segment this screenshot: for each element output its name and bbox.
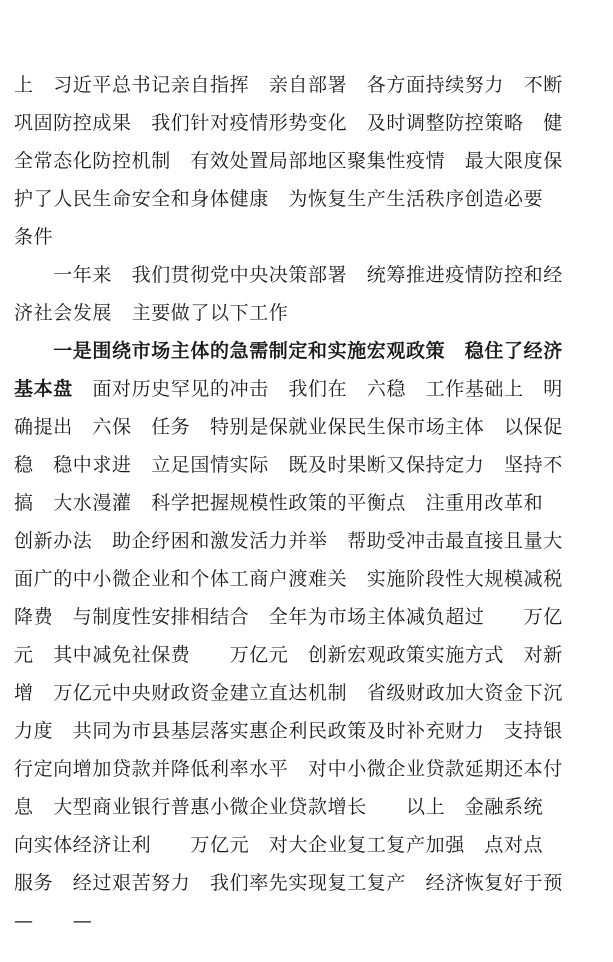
text-line: 息 大型商业银行普惠小微企业贷款增长 以上 金融系统 xyxy=(14,796,544,818)
text-line: 面广的中小微企业和个体工商户渡难关 实施阶段性大规模减税 xyxy=(14,568,563,590)
text-line: 一年来 我们贯彻党中央决策部署 统筹推进疫情防控和经 xyxy=(14,264,563,286)
text-line: 全常态化防控机制 有效处置局部地区聚集性疫情 最大限度保 xyxy=(14,150,563,172)
text-line: 条件 xyxy=(14,226,54,248)
text-line: 力度 共同为市县基层落实惠企利民政策及时补充财力 支持银 xyxy=(14,720,563,742)
text-line: 搞 大水漫灌 科学把握规模性政策的平衡点 注重用改革和 xyxy=(14,492,544,514)
text-line: 向实体经济让利 万亿元 对大企业复工复产加强 点对点 xyxy=(14,834,544,856)
section-heading-tail: 基本盘 xyxy=(14,378,73,400)
text-line: 稳 稳中求进 立足国情实际 既及时果断又保持定力 坚持不 xyxy=(14,454,563,476)
text-line: 护了人民生命安全和身体健康 为恢复生产生活秩序创造必要 xyxy=(14,188,544,210)
text-line: 巩固防控成果 我们针对疫情形势变化 及时调整防控策略 健 xyxy=(14,112,563,134)
text-line: 创新办法 助企纾困和激发活力并举 帮助受冲击最直接且量大 xyxy=(14,530,563,552)
text-line: 服务 经过艰苦努力 我们率先实现复工复产 经济恢复好于预 xyxy=(14,872,563,894)
text-line: 上 习近平总书记亲自指挥 亲自部署 各方面持续努力 不断 xyxy=(14,74,563,96)
text-line: 确提出 六保 任务 特别是保就业保民生保市场主体 以保促 xyxy=(14,416,563,438)
text-line: 济社会发展 主要做了以下工作 xyxy=(14,302,289,324)
section-heading-line: 一是围绕市场主体的急需制定和实施宏观政策 稳住了经济 xyxy=(14,340,563,362)
text-line-rest: 面对历史罕见的冲击 我们在 六稳 工作基础上 明 xyxy=(72,378,563,400)
text-line: 降费 与制度性安排相结合 全年为市场主体减负超过 万亿 xyxy=(14,606,563,628)
text-line: 元 其中减免社保费 万亿元 创新宏观政策实施方式 对新 xyxy=(14,644,563,666)
page-number-marker: — — xyxy=(14,910,93,932)
text-line xyxy=(14,374,599,404)
text-line: 增 万亿元中央财政资金建立直达机制 省级财政加大资金下沉 xyxy=(14,682,563,704)
text-line: 行定向增加贷款并降低利率水平 对中小微企业贷款延期还本付 xyxy=(14,758,563,780)
